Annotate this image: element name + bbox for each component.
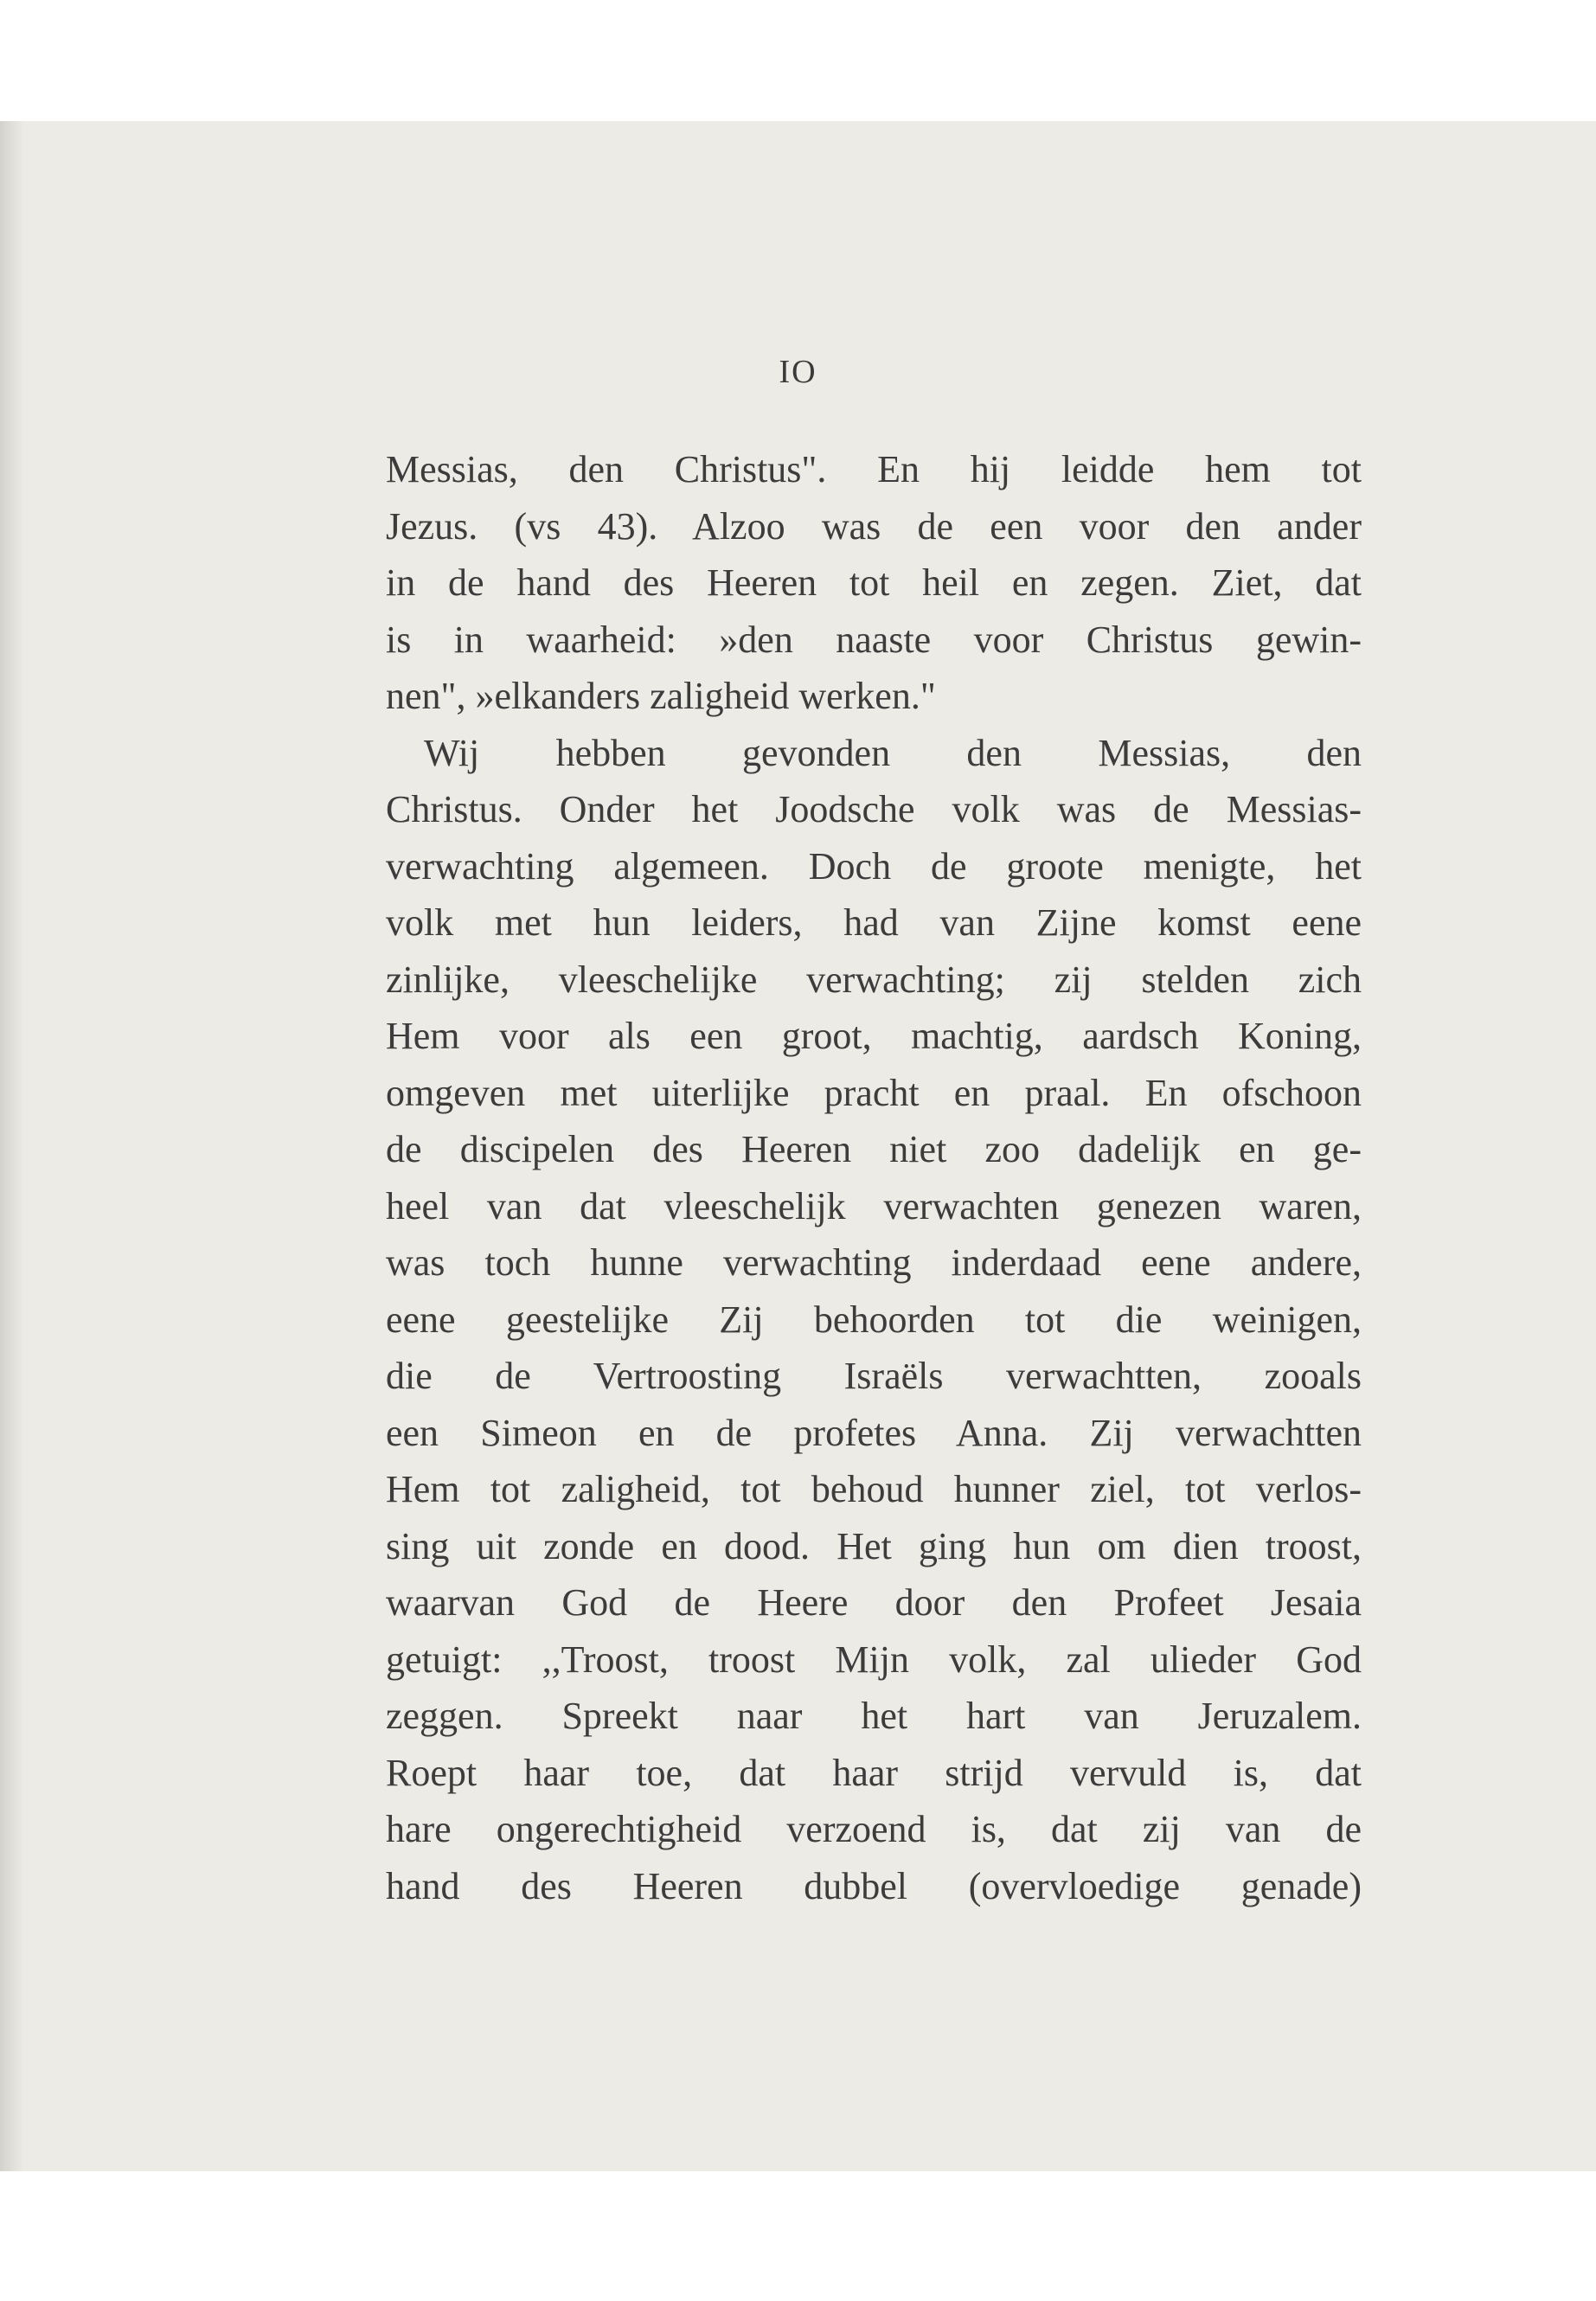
text-line: sing uit zonde en dood. Het ging hun om dien troost, bbox=[386, 1524, 1362, 1567]
text-line: Roept haar toe, dat haar strijd vervuld is, dat bbox=[386, 1751, 1362, 1794]
page-number: IO bbox=[779, 354, 817, 390]
text-line: Messias, den Christus". En hij leidde hem tot bbox=[386, 448, 1362, 490]
text-line: hare ongerechtigheid verzoend is, dat zij van de bbox=[386, 1808, 1362, 1850]
text-line: hand des Heeren dubbel (overvloedige genade) bbox=[386, 1864, 1362, 1907]
text-line: verwachting algemeen. Doch de groote menigte, het bbox=[386, 844, 1362, 888]
text-line: Hem voor als een groot, machtig, aardsch Koning, bbox=[386, 1015, 1362, 1057]
text-line: eene geestelijke Zij behoorden tot die weinigen, bbox=[386, 1298, 1362, 1341]
text-line: een Simeon en de profetes Anna. Zij verwachtten bbox=[386, 1411, 1362, 1454]
text-line: Christus. Onder het Joodsche volk was de Messias- bbox=[386, 788, 1362, 830]
text-line: Jezus. (vs 43). Alzoo was de een voor den ander bbox=[386, 504, 1362, 548]
text-line: nen", »elkanders zaligheid werken." bbox=[386, 675, 936, 717]
text-line: Hem tot zaligheid, tot behoud hunner ziel, tot verlos- bbox=[386, 1468, 1362, 1510]
page-binding-edge bbox=[0, 121, 24, 2171]
text-line: zeggen. Spreekt naar het hart van Jeruzalem. bbox=[386, 1695, 1362, 1737]
text-line: getuigt: ,,Troost, troost Mijn volk, zal ulieder God bbox=[386, 1638, 1362, 1681]
body-text bbox=[386, 441, 1362, 1914]
text-line: de discipelen des Heeren niet zoo dadelijk en ge- bbox=[386, 1128, 1362, 1170]
text-line: volk met hun leiders, had van Zijne komst eene bbox=[386, 901, 1362, 944]
text-line: waarvan God de Heere door den Profeet Jesaia bbox=[386, 1581, 1362, 1624]
text-line: die de Vertroosting Israëls verwachtten, zooals bbox=[386, 1355, 1362, 1397]
text-line: heel van dat vleeschelijk verwachten genezen waren, bbox=[386, 1184, 1362, 1227]
text-line: omgeven met uiterlijke pracht en praal. En ofschoon bbox=[386, 1071, 1362, 1114]
text-line: is in waarheid: »den naaste voor Christus gewin- bbox=[386, 618, 1362, 661]
book-page bbox=[0, 121, 1596, 2171]
text-line: was toch hunne verwachting inderdaad eene andere, bbox=[386, 1241, 1362, 1284]
text-line: in de hand des Heeren tot heil en zegen. Ziet, dat bbox=[386, 561, 1362, 604]
text-line: zinlijke, vleeschelijke verwachting; zij stelden zich bbox=[386, 958, 1362, 1001]
text-line: Wij hebben gevonden den Messias, den bbox=[424, 731, 1362, 774]
